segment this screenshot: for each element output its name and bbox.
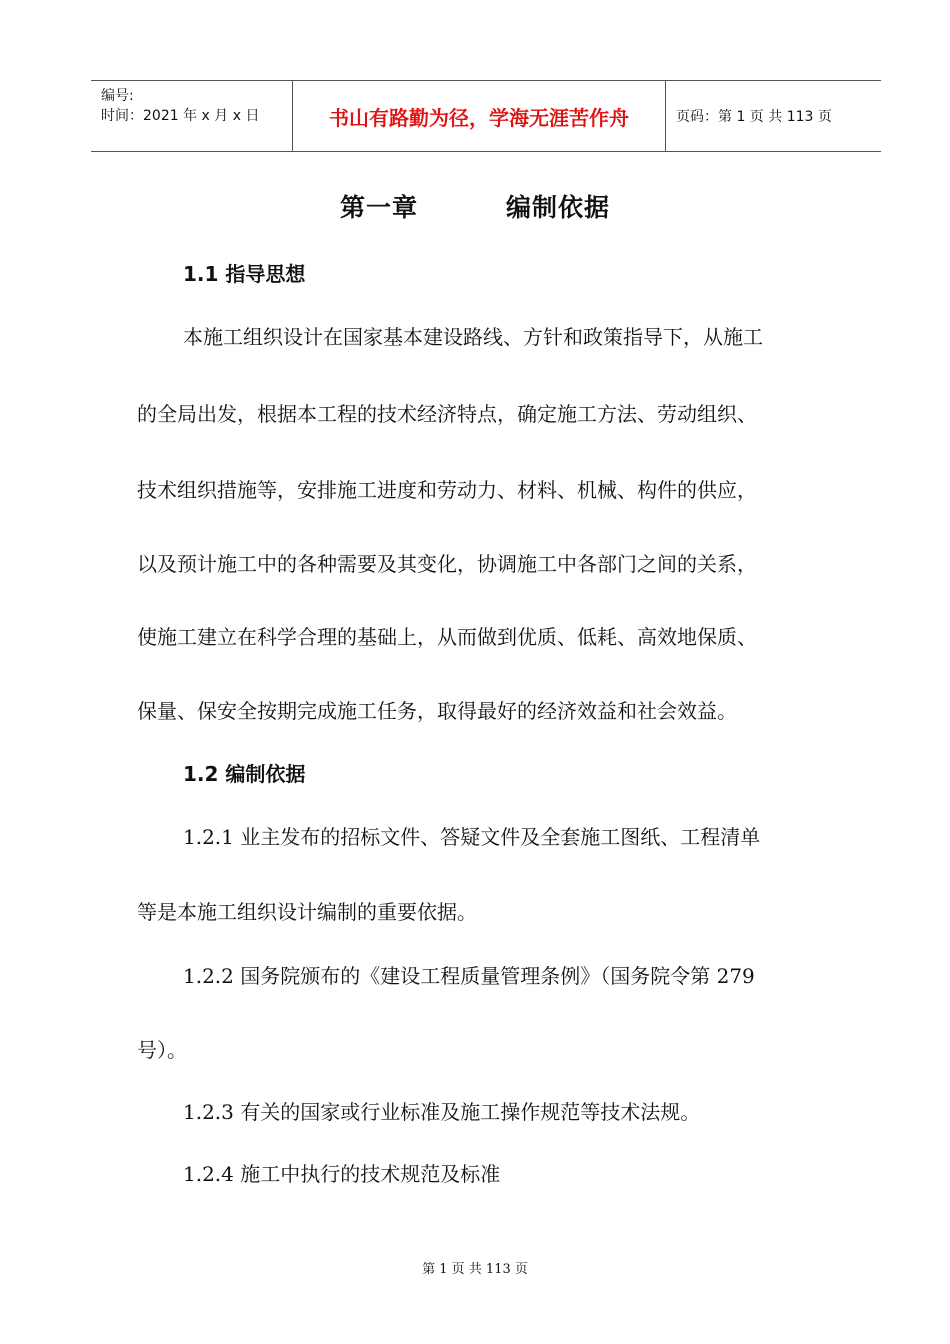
page-footer: 第 1 页 共 113 页 <box>422 1262 528 1277</box>
paragraph-line: 使施工建立在科学合理的基础上，从而做到优质、低耗、高效地保质、 <box>137 625 757 649</box>
section-heading-1-1: 1.1 指导思想 <box>183 262 306 286</box>
header-meta <box>91 81 293 151</box>
document-time-label: 时间：2021 年 x 月 x 日 <box>101 108 260 124</box>
document-number-label: 编号: <box>101 88 134 104</box>
chapter-name: 编制依据 <box>506 193 611 222</box>
header-motto: 书山有路勤为径，学海无涯苦作舟 <box>293 81 666 151</box>
list-item: 1.2.3 有关的国家或行业标准及施工操作规范等技术法规。 <box>183 1100 701 1124</box>
paragraph-line: 技术组织措施等，安排施工进度和劳动力、材料、机械、构件的供应， <box>137 478 757 502</box>
list-item: 号）。 <box>137 1038 187 1062</box>
list-item: 1.2.1 业主发布的招标文件、答疑文件及全套施工图纸、工程清单 <box>183 825 761 849</box>
chapter-title <box>0 188 950 224</box>
paragraph-line: 以及预计施工中的各种需要及其变化，协调施工中各部门之间的关系， <box>137 552 757 576</box>
chapter-number: 第一章 <box>339 193 418 222</box>
paragraph-line: 本施工组织设计在国家基本建设路线、方针和政策指导下，从施工 <box>183 325 763 349</box>
list-item: 1.2.4 施工中执行的技术规范及标准 <box>183 1162 501 1186</box>
paragraph-line: 的全局出发，根据本工程的技术经济特点，确定施工方法、劳动组织、 <box>137 402 757 426</box>
section-heading-1-2: 1.2 编制依据 <box>183 762 306 786</box>
header-page-info: 页码：第 1 页 共 113 页 <box>676 109 832 125</box>
page-header <box>91 80 881 152</box>
list-item: 1.2.2 国务院颁布的《建设工程质量管理条例》（国务院令第 279 <box>183 964 755 988</box>
list-item: 等是本施工组织设计编制的重要依据。 <box>137 900 477 924</box>
paragraph-line: 保量、保安全按期完成施工任务，取得最好的经济效益和社会效益。 <box>137 699 737 723</box>
